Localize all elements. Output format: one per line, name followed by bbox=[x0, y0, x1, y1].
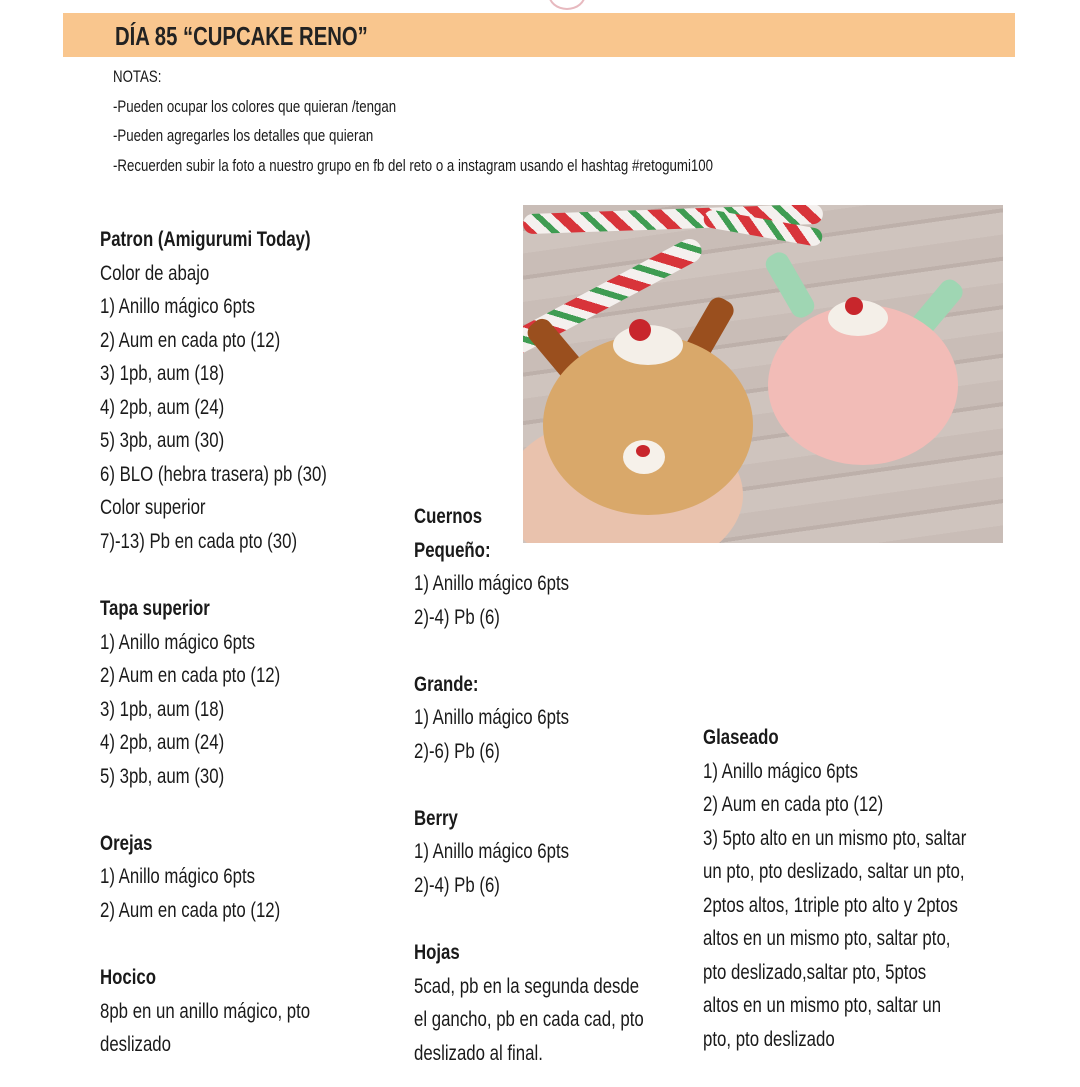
pattern-step: 3) 5pto alto en un mismo pto, saltar bbox=[703, 826, 967, 850]
pattern-step: el gancho, pb en cada cad, pto bbox=[414, 1008, 644, 1032]
pattern-step: 1) Anillo mágico 6pts bbox=[703, 759, 859, 783]
section-heading: Patron (Amigurumi Today) bbox=[100, 228, 311, 251]
logo bbox=[548, 0, 586, 10]
pattern-step: 1) Anillo mágico 6pts bbox=[100, 865, 256, 889]
pattern-step: un pto, pto deslizado, saltar un pto, bbox=[703, 860, 965, 884]
pattern-step: 5) 3pb, aum (30) bbox=[100, 429, 225, 453]
section-heading: Glaseado bbox=[703, 726, 779, 749]
pattern-step: 2) Aum en cada pto (12) bbox=[703, 793, 884, 817]
pattern-step: 3) 1pb, aum (18) bbox=[100, 362, 225, 386]
title-banner bbox=[63, 13, 1015, 57]
pattern-step: 1) Anillo mágico 6pts bbox=[414, 840, 570, 864]
pattern-step: deslizado bbox=[100, 1033, 171, 1057]
notes-heading: NOTAS: bbox=[113, 67, 162, 86]
section-heading: Grande: bbox=[414, 672, 479, 696]
section-heading: Hojas bbox=[414, 941, 460, 965]
pattern-step: 3) 1pb, aum (18) bbox=[100, 697, 225, 721]
pattern-step: Color de abajo bbox=[100, 261, 210, 285]
pattern-step: pto deslizado,saltar pto, 5ptos bbox=[703, 960, 927, 984]
pattern-step: 8pb en un anillo mágico, pto bbox=[100, 999, 311, 1023]
pattern-step: altos en un mismo pto, saltar un bbox=[703, 994, 942, 1018]
spacer bbox=[100, 558, 327, 592]
section-heading: Hocico bbox=[100, 966, 157, 990]
amigurumi-reindeer-photo bbox=[523, 205, 1003, 543]
section-heading: Orejas bbox=[100, 831, 153, 855]
spacer bbox=[414, 634, 644, 668]
pattern-step: 4) 2pb, aum (24) bbox=[100, 395, 225, 419]
pattern-step: Color superior bbox=[100, 496, 206, 520]
pattern-step: 1) Anillo mágico 6pts bbox=[100, 295, 256, 319]
pattern-step: altos en un mismo pto, saltar pto, bbox=[703, 927, 951, 951]
pattern-step: 6) BLO (hebra trasera) pb (30) bbox=[100, 462, 327, 486]
pattern-step: 4) 2pb, aum (24) bbox=[100, 731, 225, 755]
page-title: DÍA 85 “CUPCAKE RENO” bbox=[115, 21, 368, 51]
note-item: -Pueden ocupar los colores que quieran /tengan bbox=[113, 96, 397, 116]
spacer bbox=[414, 903, 644, 937]
pattern-column-3 bbox=[703, 721, 1032, 1056]
pattern-column-2 bbox=[414, 500, 701, 1070]
pattern-step: 2)-4) Pb (6) bbox=[414, 605, 500, 629]
pattern-step: 1) Anillo mágico 6pts bbox=[100, 630, 256, 654]
pattern-column-1 bbox=[100, 223, 384, 1062]
pattern-step: 1) Anillo mágico 6pts bbox=[414, 572, 570, 596]
pattern-step: pto, pto deslizado bbox=[703, 1027, 835, 1051]
pattern-step: 2) Aum en cada pto (12) bbox=[100, 898, 281, 922]
pattern-step: 2)-4) Pb (6) bbox=[414, 874, 500, 898]
note-item: -Pueden agregarles los detalles que quieran bbox=[113, 126, 374, 145]
pattern-step: 2)-6) Pb (6) bbox=[414, 739, 500, 763]
pattern-step: 2ptos altos, 1triple pto alto y 2ptos bbox=[703, 893, 958, 917]
pattern-step: 2) Aum en cada pto (12) bbox=[100, 664, 281, 688]
spacer bbox=[414, 768, 644, 802]
section-heading: Berry bbox=[414, 806, 458, 830]
section-heading: Cuernos bbox=[414, 505, 483, 528]
section-heading: Pequeño: bbox=[414, 538, 491, 562]
section-heading: Tapa superior bbox=[100, 597, 210, 621]
pattern-step: 7)-13) Pb en cada pto (30) bbox=[100, 529, 298, 553]
note-item: -Recuerden subir la foto a nuestro grupo en fb del reto o a instagram usando el hashtag #retogumi100 bbox=[113, 155, 714, 175]
pattern-step: 2) Aum en cada pto (12) bbox=[100, 328, 281, 352]
notes-section bbox=[113, 62, 882, 180]
pattern-step: 5cad, pb en la segunda desde bbox=[414, 974, 640, 998]
spacer bbox=[100, 793, 327, 827]
pattern-step: 1) Anillo mágico 6pts bbox=[414, 706, 570, 730]
pattern-step: 5) 3pb, aum (30) bbox=[100, 764, 225, 788]
pattern-step: deslizado al final. bbox=[414, 1041, 543, 1065]
spacer bbox=[100, 927, 327, 961]
